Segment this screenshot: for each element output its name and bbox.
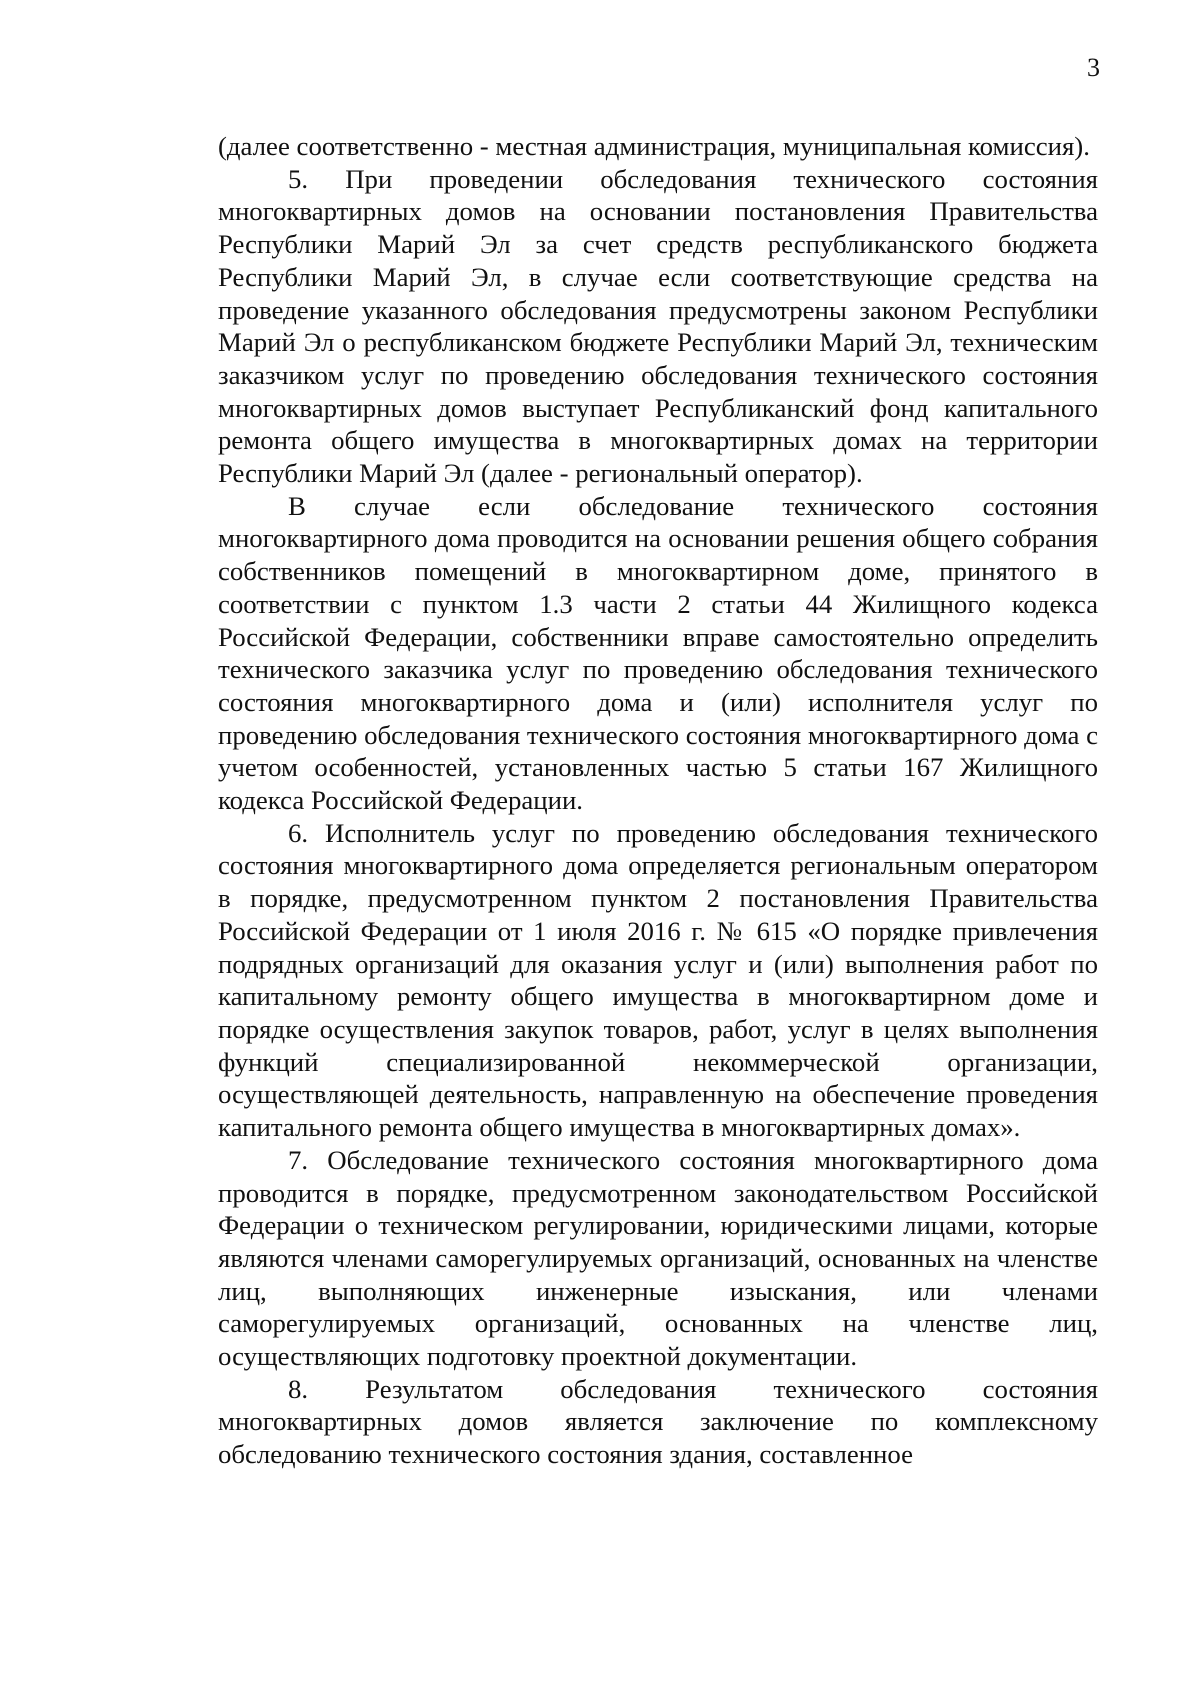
page-number: 3 [1087, 53, 1100, 82]
paragraph-item-6: 6. Исполнитель услуг по проведению обследования технического состояния многоквартирного дома определяется региональным оператором в порядке, предусмотренном пунктом 2 постановления Правительства Российской Федерации от 1 июля 2016 г. № 615 «О порядке привлечения подрядных организаций для оказания услуг и (или) выполнения работ по капитальному ремонту общего имущества в многоквартирном доме и порядке осуществления закупок товаров, работ, услуг в целях выполнения функций специализированной некоммерческой организации, осуществляющей деятельность, направленную на обеспечение проведения капитального ремонта общего имущества в многоквартирных домах». [218, 817, 1098, 1143]
paragraph-item-7: 7. Обследование технического состояния многоквартирного дома проводится в порядке, предусмотренном законодательством Российской Федерации о техническом регулировании, юридическими лицами, которые являются членами саморегулируемых организаций, основанных на членстве лиц, выполняющих инженерные изыскания, или членами саморегулируемых организаций, основанных на членстве лиц, осуществляющих подготовку проектной документации. [218, 1144, 1098, 1372]
paragraph-item-8: 8. Результатом обследования технического состояния многоквартирных домов является заключение по комплексному обследованию технического состояния здания, составленное [218, 1373, 1098, 1470]
paragraph-continuation: (далее соответственно - местная администрация, муниципальная комиссия). [218, 131, 1090, 161]
paragraph-item-5: 5. При проведении обследования технического состояния многоквартирных домов на основании постановления Правительства Республики Марий Эл за счет средств республиканского бюджета Республики Марий Эл, в случае если соответствующие средства на проведение указанного обследования предусмотрены законом Республики Марий Эл о республиканском бюджете Республики Марий Эл, техническим заказчиком услуг по проведению обследования технического состояния многоквартирных домов выступает Республиканский фонд капитального ремонта общего имущества в многоквартирных домах на территории Республики Марий Эл (далее - региональный оператор). [218, 163, 1098, 489]
document-body [218, 130, 1098, 1471]
paragraph-item-5-case: В случае если обследование технического состояния многоквартирного дома проводится на основании решения общего собрания собственников помещений в многоквартирном доме, принятого в соответствии с пунктом 1.3 части 2 статьи 44 Жилищного кодекса Российской Федерации, собственники вправе самостоятельно определить технического заказчика услуг по проведению обследования технического состояния многоквартирного дома и (или) исполнителя услуг по проведению обследования технического состояния многоквартирного дома с учетом особенностей, установленных частью 5 статьи 167 Жилищного кодекса Российской Федерации. [218, 490, 1098, 816]
